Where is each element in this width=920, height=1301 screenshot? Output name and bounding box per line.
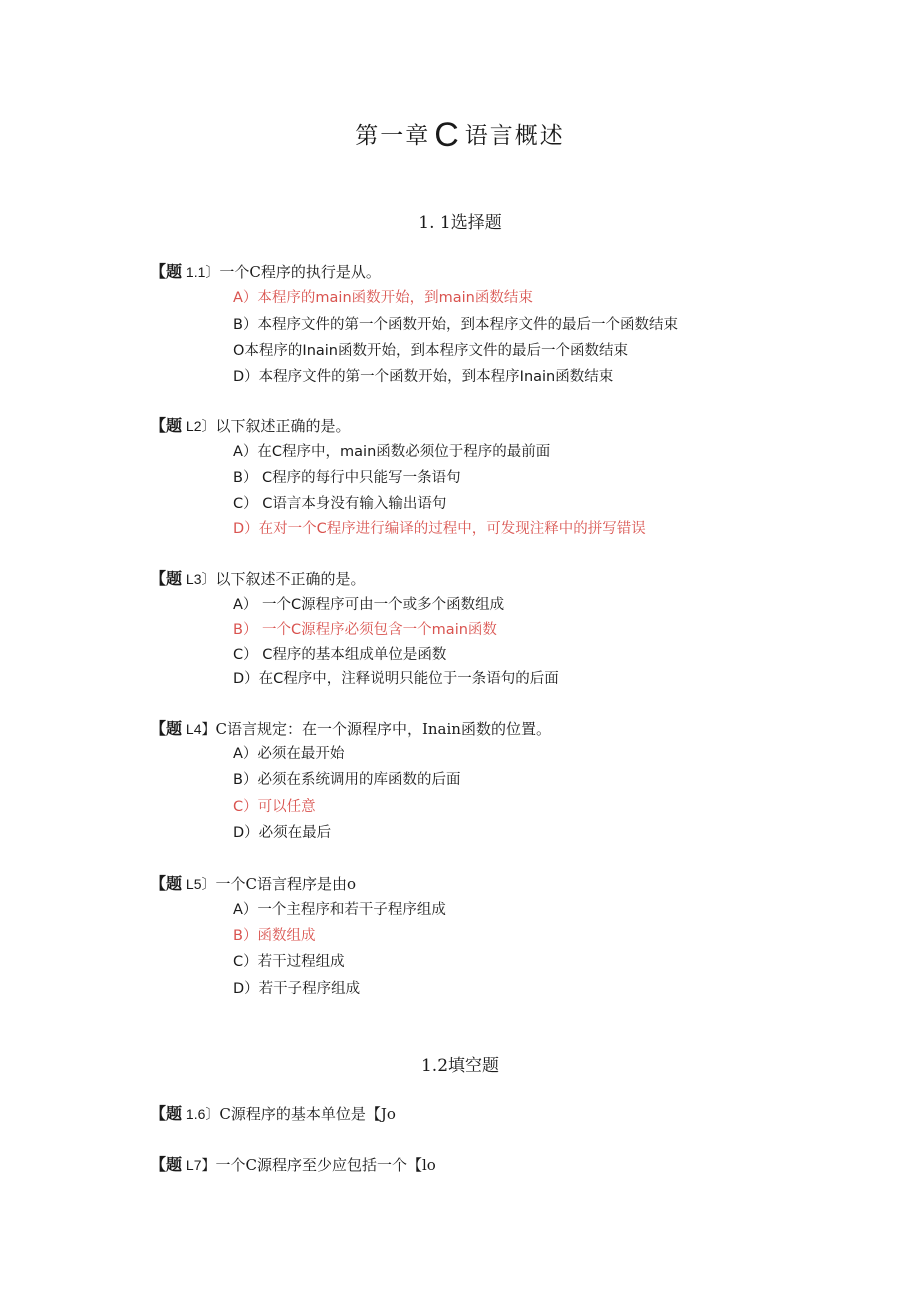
question-stem: 一个C源程序至少应包括一个【lo — [215, 1156, 436, 1174]
option-1-3-d: D）在C程序中，注释说明只能位于一条语句的后面 — [233, 671, 559, 687]
question-stem: 一个C程序的执行是从。 — [219, 263, 381, 281]
question-stem: 以下叙述不正确的是。 — [215, 570, 366, 588]
question-label: 【题 L4】 — [150, 719, 216, 738]
option-1-3-c: C） C程序的基本组成单位是函数 — [233, 647, 447, 663]
question-stem: C语言规定：在一个源程序中，Inain函数的位置。 — [215, 720, 551, 738]
chapter-title — [0, 116, 920, 155]
chapter-letter: C — [434, 116, 461, 154]
question-1-2 — [150, 413, 351, 436]
section-title-choice: 1. 1选择题 — [418, 213, 502, 233]
question-label: 【题 L5〕 — [150, 874, 216, 893]
option-1-2-c: C） C语言本身没有输入输出语句 — [233, 496, 447, 512]
question-1-4 — [150, 716, 551, 739]
option-1-4-b: B）必须在系统调用的库函数的后面 — [233, 772, 461, 788]
option-1-2-d: D）在对一个C程序进行编译的过程中，可发现注释中的拼写错误 — [233, 521, 646, 537]
option-1-1-a: A）本程序的main函数开始，到main函数结束 — [233, 290, 533, 306]
question-1-1 — [150, 259, 381, 282]
option-1-5-c: C）若干过程组成 — [233, 954, 345, 970]
question-1-3 — [150, 566, 366, 589]
chapter-prefix: 第一章 — [355, 123, 431, 149]
option-1-1-d: D）本程序文件的第一个函数开始，到本程序Inain函数结束 — [233, 369, 614, 385]
question-label: 【题 L7】 — [150, 1155, 216, 1174]
option-1-4-d: D）必须在最后 — [233, 825, 332, 841]
option-1-1-c: O本程序的Inain函数开始，到本程序文件的最后一个函数结束 — [233, 343, 628, 359]
question-1-7 — [150, 1152, 436, 1175]
question-1-6 — [150, 1101, 396, 1124]
option-1-2-a: A）在C程序中，main函数必须位于程序的最前面 — [233, 444, 551, 460]
option-1-4-c: C）可以任意 — [233, 799, 316, 815]
question-stem: 以下叙述正确的是。 — [215, 417, 351, 435]
option-1-5-d: D）若干子程序组成 — [233, 981, 361, 997]
option-1-5-a: A）一个主程序和若干子程序组成 — [233, 902, 446, 918]
question-label: 【题 1.1〕 — [150, 262, 220, 281]
option-1-3-b: B） 一个C源程序必须包含一个main函数 — [233, 622, 497, 638]
option-1-2-b: B） C程序的每行中只能写一条语句 — [233, 470, 461, 486]
question-stem: 一个C语言程序是由o — [215, 875, 356, 893]
question-label: 【题 L3〕 — [150, 569, 216, 588]
question-label: 【题 1.6〕 — [150, 1104, 220, 1123]
question-stem: C源程序的基本单位是【Jo — [219, 1105, 396, 1123]
question-label: 【题 L2〕 — [150, 416, 216, 435]
chapter-suffix: 语言概述 — [464, 123, 565, 149]
option-1-1-b: B）本程序文件的第一个函数开始，到本程序文件的最后一个函数结束 — [233, 317, 678, 333]
option-1-5-b: B）函数组成 — [233, 928, 316, 944]
question-1-5 — [150, 871, 356, 894]
section-title-fill: 1.2填空题 — [420, 1056, 500, 1076]
option-1-3-a: A） 一个C源程序可由一个或多个函数组成 — [233, 597, 505, 613]
option-1-4-a: A）必须在最开始 — [233, 746, 345, 762]
